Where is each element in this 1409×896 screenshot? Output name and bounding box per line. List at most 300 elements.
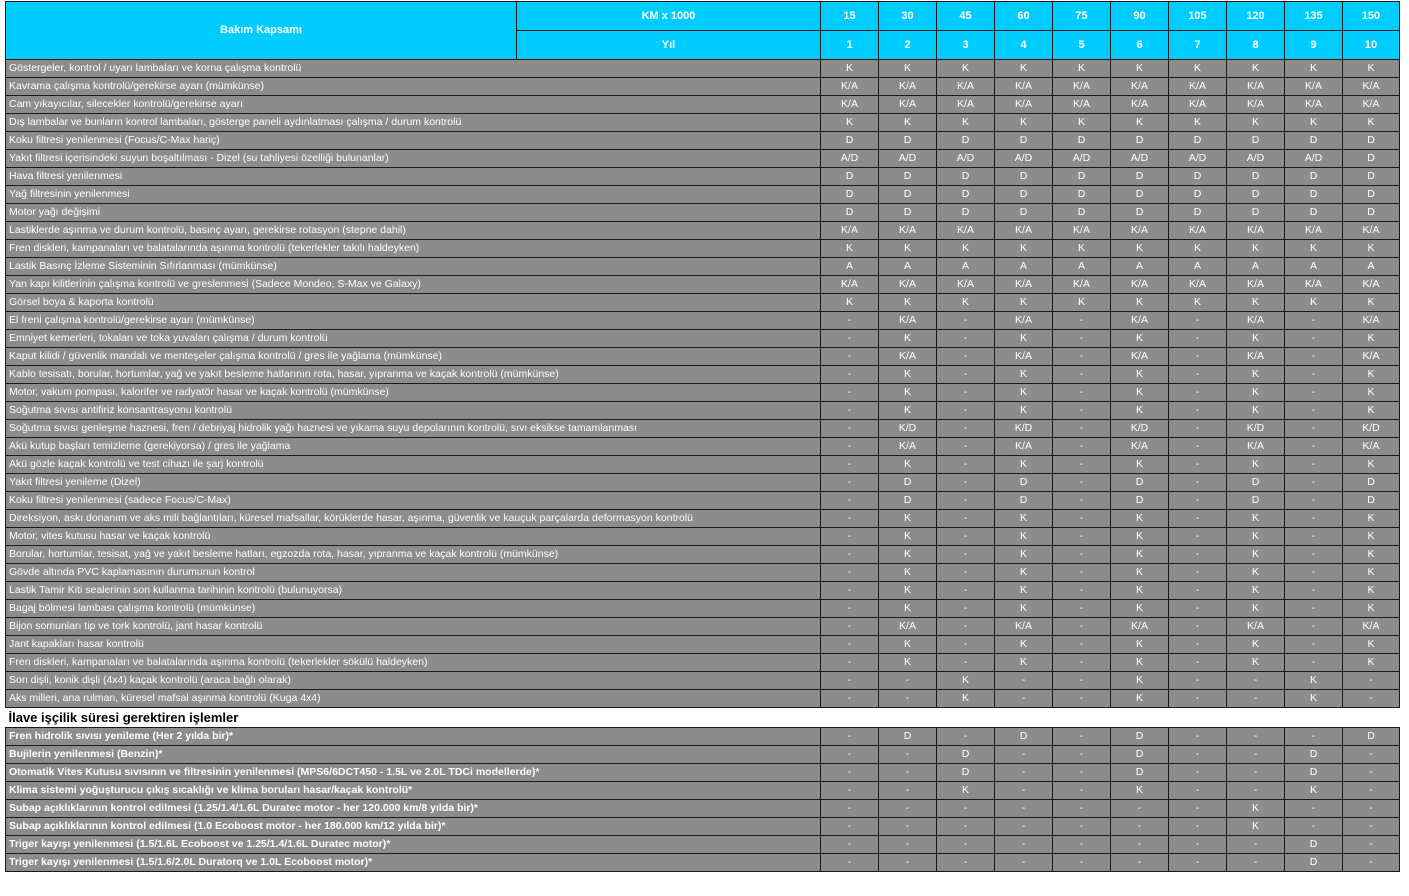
row-value-cell: D — [879, 474, 937, 492]
row-value-cell: - — [937, 366, 995, 384]
row-value-cell: K — [995, 60, 1053, 78]
row-value-cell: A/D — [1169, 150, 1227, 168]
row-value-cell: K — [1343, 402, 1400, 420]
row-value-cell: - — [937, 438, 995, 456]
row-value-cell: K — [995, 294, 1053, 312]
row-value-cell: K — [1053, 114, 1111, 132]
row-description: Dış lambalar ve bunların kontrol lambaları, gösterge paneli aydınlatması çalışma / durum kontrolü — [6, 114, 821, 132]
row-value-cell: K — [1111, 600, 1169, 618]
row-value-cell: - — [821, 654, 879, 672]
row-value-cell: D — [1111, 764, 1169, 782]
row-value-cell: K — [995, 456, 1053, 474]
row-value-cell: K — [1111, 636, 1169, 654]
row-value-cell: K — [1227, 366, 1285, 384]
row-value-cell: K — [1227, 818, 1285, 836]
row-value-cell: - — [821, 782, 879, 800]
row-value-cell: - — [879, 818, 937, 836]
row-description: Jant kapakları hasar kontrolü — [6, 636, 821, 654]
row-value-cell: - — [1285, 546, 1343, 564]
row-value-cell: K — [1111, 528, 1169, 546]
table-row — [6, 564, 1400, 582]
row-value-cell: K — [879, 582, 937, 600]
row-value-cell: K — [937, 114, 995, 132]
row-value-cell: K — [995, 510, 1053, 528]
row-value-cell: - — [1285, 510, 1343, 528]
row-value-cell: K — [879, 510, 937, 528]
km-cell: 45 — [937, 2, 995, 31]
row-value-cell: K — [995, 582, 1053, 600]
row-value-cell: - — [1169, 728, 1227, 746]
row-value-cell: - — [1053, 492, 1111, 510]
row-description: Triger kayışı yenilenmesi (1.5/1.6/2.0L Duratorq ve 1.0L Ecoboost motor)* — [6, 854, 821, 872]
row-value-cell: K — [1111, 366, 1169, 384]
row-value-cell: - — [821, 384, 879, 402]
table-row — [6, 204, 1400, 222]
row-value-cell: - — [821, 366, 879, 384]
row-value-cell: - — [821, 546, 879, 564]
row-value-cell: - — [937, 474, 995, 492]
row-description: Otomatik Vites Kutusu sıvısının ve filtresinin yenilenmesi (MPS6/6DCT450 - 1.5L ve 2.0L TDCi modellerde)* — [6, 764, 821, 782]
row-value-cell: D — [937, 186, 995, 204]
row-value-cell: - — [1169, 818, 1227, 836]
header-year-label: Yıl — [517, 31, 821, 60]
row-value-cell: - — [1169, 384, 1227, 402]
row-value-cell: K/A — [1285, 96, 1343, 114]
section-header-row — [6, 708, 1400, 728]
row-value-cell: K/A — [937, 222, 995, 240]
row-value-cell: A/D — [995, 150, 1053, 168]
row-value-cell: D — [1285, 764, 1343, 782]
row-value-cell: - — [1227, 836, 1285, 854]
row-value-cell: - — [1169, 782, 1227, 800]
row-value-cell: - — [1169, 456, 1227, 474]
row-description: Kablo tesisatı, borular, hortumlar, yağ ve yakıt besleme hatlarının rota, hasar, yıpranma ve kaçak kontrolü (mümkünse) — [6, 366, 821, 384]
row-value-cell: K — [1343, 384, 1400, 402]
row-value-cell: - — [1285, 528, 1343, 546]
row-value-cell: K — [879, 240, 937, 258]
row-description: Soğutma sıvısı antifiriz konsantrasyonu kontrolü — [6, 402, 821, 420]
row-description: Hava filtresi yenilenmesi — [6, 168, 821, 186]
row-value-cell: D — [1111, 746, 1169, 764]
row-value-cell: K — [1227, 528, 1285, 546]
row-value-cell: D — [1285, 186, 1343, 204]
row-value-cell: K/A — [995, 96, 1053, 114]
row-value-cell: K — [879, 654, 937, 672]
row-value-cell: D — [1053, 132, 1111, 150]
table-row — [6, 618, 1400, 636]
row-value-cell: - — [821, 348, 879, 366]
row-value-cell: D — [937, 204, 995, 222]
row-value-cell: - — [1053, 836, 1111, 854]
row-description: Görsel boya & kaporta kontrolü — [6, 294, 821, 312]
row-value-cell: K — [1111, 690, 1169, 708]
row-value-cell: - — [879, 690, 937, 708]
row-value-cell: K — [879, 294, 937, 312]
row-value-cell: D — [1343, 168, 1400, 186]
row-value-cell: A — [995, 258, 1053, 276]
row-value-cell: - — [1053, 348, 1111, 366]
year-cell: 3 — [937, 31, 995, 60]
km-cell: 30 — [879, 2, 937, 31]
row-value-cell: K/A — [1169, 276, 1227, 294]
row-value-cell: D — [1343, 492, 1400, 510]
year-cell: 2 — [879, 31, 937, 60]
row-value-cell: D — [937, 132, 995, 150]
row-value-cell: - — [995, 782, 1053, 800]
row-value-cell: - — [1169, 564, 1227, 582]
row-value-cell: - — [1053, 456, 1111, 474]
row-value-cell: K — [1053, 240, 1111, 258]
row-value-cell: K/A — [1053, 222, 1111, 240]
row-value-cell: K/A — [1227, 78, 1285, 96]
row-value-cell: K/A — [879, 96, 937, 114]
km-cell: 105 — [1169, 2, 1227, 31]
row-value-cell: - — [937, 348, 995, 366]
row-value-cell: K/A — [1227, 348, 1285, 366]
row-value-cell: - — [1169, 854, 1227, 872]
row-value-cell: K — [995, 600, 1053, 618]
row-value-cell: D — [1285, 746, 1343, 764]
table-row — [6, 456, 1400, 474]
row-value-cell: K — [1227, 636, 1285, 654]
row-value-cell: - — [821, 818, 879, 836]
row-value-cell: - — [1111, 818, 1169, 836]
row-description: Motor yağı değişimi — [6, 204, 821, 222]
row-value-cell: K — [1111, 456, 1169, 474]
row-value-cell: - — [1285, 800, 1343, 818]
row-value-cell: - — [1285, 564, 1343, 582]
row-value-cell: - — [1169, 672, 1227, 690]
row-value-cell: D — [1227, 168, 1285, 186]
row-value-cell: K — [1111, 782, 1169, 800]
row-value-cell: - — [1227, 764, 1285, 782]
row-value-cell: - — [937, 836, 995, 854]
row-value-cell: - — [821, 330, 879, 348]
row-value-cell: - — [1343, 782, 1400, 800]
row-value-cell: - — [995, 800, 1053, 818]
row-value-cell: D — [879, 728, 937, 746]
row-value-cell: A — [1343, 258, 1400, 276]
extra-table-row — [6, 746, 1400, 764]
row-value-cell: K — [1111, 240, 1169, 258]
table-row — [6, 600, 1400, 618]
table-row — [6, 78, 1400, 96]
row-value-cell: - — [821, 456, 879, 474]
row-value-cell: K — [1111, 582, 1169, 600]
row-value-cell: - — [821, 854, 879, 872]
row-value-cell: - — [821, 672, 879, 690]
row-value-cell: - — [1053, 818, 1111, 836]
row-value-cell: K — [1285, 60, 1343, 78]
row-value-cell: K/D — [879, 420, 937, 438]
table-row — [6, 528, 1400, 546]
row-value-cell: K — [879, 546, 937, 564]
row-value-cell: - — [821, 600, 879, 618]
row-value-cell: - — [937, 800, 995, 818]
row-value-cell: K/A — [1111, 312, 1169, 330]
row-value-cell: - — [1169, 546, 1227, 564]
row-value-cell: D — [1111, 186, 1169, 204]
row-value-cell: K/A — [879, 78, 937, 96]
row-value-cell: D — [1227, 132, 1285, 150]
row-value-cell: D — [879, 204, 937, 222]
row-value-cell: K — [1285, 114, 1343, 132]
row-value-cell: K — [937, 294, 995, 312]
row-value-cell: K/A — [879, 348, 937, 366]
year-cell: 9 — [1285, 31, 1343, 60]
row-value-cell: K — [821, 114, 879, 132]
row-value-cell: K/A — [937, 96, 995, 114]
row-description: Yan kapı kilitlerinin çalışma kontrolü ve greslenmesi (Sadece Mondeo, S-Max ve Galaxy) — [6, 276, 821, 294]
row-value-cell: - — [1343, 764, 1400, 782]
row-value-cell: - — [1343, 818, 1400, 836]
row-value-cell: K/A — [995, 312, 1053, 330]
table-row — [6, 258, 1400, 276]
row-value-cell: K/A — [995, 348, 1053, 366]
year-cell: 10 — [1343, 31, 1400, 60]
table-row — [6, 474, 1400, 492]
row-value-cell: K — [1227, 564, 1285, 582]
row-value-cell: A/D — [879, 150, 937, 168]
row-value-cell: - — [1053, 728, 1111, 746]
table-row — [6, 222, 1400, 240]
row-value-cell: - — [937, 384, 995, 402]
row-value-cell: - — [821, 420, 879, 438]
row-value-cell: - — [937, 546, 995, 564]
row-value-cell: D — [1285, 168, 1343, 186]
row-value-cell: - — [1053, 402, 1111, 420]
row-value-cell: - — [1169, 654, 1227, 672]
row-value-cell: - — [879, 764, 937, 782]
row-value-cell: K — [995, 240, 1053, 258]
row-description: Koku filtresi yenilenmesi (Focus/C-Max hariç) — [6, 132, 821, 150]
row-value-cell: D — [1343, 132, 1400, 150]
extra-table-row — [6, 818, 1400, 836]
row-value-cell: - — [1285, 420, 1343, 438]
row-value-cell: K — [1343, 582, 1400, 600]
row-value-cell: - — [1227, 728, 1285, 746]
row-value-cell: K/A — [1111, 96, 1169, 114]
row-value-cell: A/D — [1053, 150, 1111, 168]
row-value-cell: - — [821, 474, 879, 492]
row-value-cell: D — [1111, 132, 1169, 150]
row-value-cell: K — [1343, 564, 1400, 582]
row-value-cell: - — [1053, 746, 1111, 764]
row-value-cell: - — [1169, 312, 1227, 330]
row-value-cell: - — [1053, 420, 1111, 438]
row-value-cell: K/A — [879, 222, 937, 240]
row-value-cell: - — [1227, 854, 1285, 872]
row-value-cell: K — [879, 114, 937, 132]
row-value-cell: - — [1285, 618, 1343, 636]
row-value-cell: - — [821, 636, 879, 654]
row-value-cell: D — [1111, 204, 1169, 222]
table-row — [6, 402, 1400, 420]
table-row — [6, 132, 1400, 150]
table-row — [6, 672, 1400, 690]
row-value-cell: K/A — [1111, 438, 1169, 456]
row-value-cell: A/D — [937, 150, 995, 168]
row-value-cell: D — [1343, 728, 1400, 746]
row-value-cell: D — [1343, 204, 1400, 222]
row-value-cell: D — [879, 132, 937, 150]
row-value-cell: K — [1227, 582, 1285, 600]
row-value-cell: D — [879, 168, 937, 186]
row-value-cell: - — [1169, 582, 1227, 600]
row-value-cell: K — [1343, 546, 1400, 564]
row-value-cell: - — [937, 330, 995, 348]
table-row — [6, 690, 1400, 708]
row-value-cell: - — [1343, 672, 1400, 690]
row-value-cell: - — [1285, 402, 1343, 420]
row-value-cell: K — [1227, 546, 1285, 564]
row-value-cell: K — [995, 636, 1053, 654]
row-value-cell: D — [1285, 836, 1343, 854]
row-value-cell: K/A — [995, 276, 1053, 294]
row-value-cell: D — [995, 728, 1053, 746]
row-value-cell: D — [995, 168, 1053, 186]
row-value-cell: K — [995, 366, 1053, 384]
extra-table-row — [6, 764, 1400, 782]
row-value-cell: - — [1285, 366, 1343, 384]
row-value-cell: - — [1169, 474, 1227, 492]
row-value-cell: D — [995, 132, 1053, 150]
row-value-cell: D — [821, 132, 879, 150]
row-value-cell: K — [1111, 114, 1169, 132]
table-row — [6, 420, 1400, 438]
row-value-cell: K — [879, 330, 937, 348]
row-value-cell: - — [1285, 348, 1343, 366]
table-row — [6, 492, 1400, 510]
row-value-cell: K/A — [821, 96, 879, 114]
row-value-cell: - — [1285, 728, 1343, 746]
row-value-cell: D — [1111, 492, 1169, 510]
table-row — [6, 168, 1400, 186]
row-description: Lastik Basınç İzleme Sisteminin Sıfırlanması (mümkünse) — [6, 258, 821, 276]
row-value-cell: K/A — [1111, 276, 1169, 294]
row-value-cell: - — [821, 402, 879, 420]
row-value-cell: - — [995, 672, 1053, 690]
row-value-cell: - — [1227, 672, 1285, 690]
row-value-cell: D — [995, 204, 1053, 222]
row-value-cell: K/A — [1285, 276, 1343, 294]
row-value-cell: D — [995, 492, 1053, 510]
row-value-cell: K — [1343, 330, 1400, 348]
row-value-cell: - — [937, 636, 995, 654]
row-value-cell: - — [1053, 510, 1111, 528]
row-description: Subap açıklıklarının kontrol edilmesi (1.0 Ecoboost motor - her 180.000 km/12 yılda bir)* — [6, 818, 821, 836]
row-value-cell: K — [1343, 114, 1400, 132]
row-value-cell: D — [1169, 132, 1227, 150]
table-row — [6, 312, 1400, 330]
row-value-cell: - — [1343, 836, 1400, 854]
row-value-cell: - — [1343, 854, 1400, 872]
row-value-cell: - — [1285, 438, 1343, 456]
row-value-cell: K — [1343, 366, 1400, 384]
row-value-cell: K/A — [1285, 78, 1343, 96]
row-value-cell: - — [821, 510, 879, 528]
table-row — [6, 96, 1400, 114]
row-value-cell: K/A — [1343, 78, 1400, 96]
row-value-cell: - — [1053, 636, 1111, 654]
row-value-cell: K/A — [995, 222, 1053, 240]
row-value-cell: D — [1111, 168, 1169, 186]
row-value-cell: K — [1111, 294, 1169, 312]
row-value-cell: - — [937, 582, 995, 600]
row-value-cell: D — [1227, 204, 1285, 222]
row-value-cell: K — [1169, 114, 1227, 132]
row-value-cell: - — [1053, 528, 1111, 546]
row-value-cell: A — [879, 258, 937, 276]
row-value-cell: K — [995, 564, 1053, 582]
row-value-cell: - — [1053, 672, 1111, 690]
row-value-cell: K — [1343, 60, 1400, 78]
row-value-cell: - — [821, 836, 879, 854]
row-value-cell: K/A — [1169, 96, 1227, 114]
row-value-cell: K — [1111, 654, 1169, 672]
row-value-cell: K — [1111, 672, 1169, 690]
row-value-cell: - — [1053, 582, 1111, 600]
row-value-cell: K — [995, 654, 1053, 672]
row-value-cell: K — [1343, 240, 1400, 258]
row-value-cell: D — [937, 746, 995, 764]
km-cell: 135 — [1285, 2, 1343, 31]
row-value-cell: - — [1053, 564, 1111, 582]
row-description: Aks milleri, ana rulman, küresel mafsal aşınma kontrolü (Kuga 4x4) — [6, 690, 821, 708]
row-value-cell: K/A — [879, 618, 937, 636]
row-value-cell: - — [1053, 366, 1111, 384]
table-row — [6, 366, 1400, 384]
row-value-cell: - — [937, 420, 995, 438]
row-value-cell: K — [879, 366, 937, 384]
row-value-cell: - — [1111, 854, 1169, 872]
row-value-cell: K/A — [937, 78, 995, 96]
row-description: Cam yıkayıcılar, silecekler kontrolü/gerekirse ayarı — [6, 96, 821, 114]
row-value-cell: K — [1169, 294, 1227, 312]
row-value-cell: - — [1285, 384, 1343, 402]
row-value-cell: K — [821, 240, 879, 258]
row-value-cell: D — [879, 186, 937, 204]
row-value-cell: K/A — [821, 222, 879, 240]
row-value-cell: K — [1343, 510, 1400, 528]
row-value-cell: - — [1285, 492, 1343, 510]
row-value-cell: K — [1227, 510, 1285, 528]
row-value-cell: K/A — [879, 312, 937, 330]
row-value-cell: - — [995, 854, 1053, 872]
row-value-cell: - — [879, 782, 937, 800]
row-value-cell: K/D — [1111, 420, 1169, 438]
row-value-cell: K/A — [995, 438, 1053, 456]
row-value-cell: - — [879, 800, 937, 818]
row-value-cell: K — [937, 690, 995, 708]
row-value-cell: K/D — [1343, 420, 1400, 438]
row-value-cell: A/D — [821, 150, 879, 168]
row-value-cell: K — [1111, 510, 1169, 528]
row-value-cell: A — [821, 258, 879, 276]
table-row — [6, 240, 1400, 258]
row-value-cell: D — [1169, 168, 1227, 186]
row-value-cell: K — [1227, 240, 1285, 258]
row-value-cell: - — [1285, 600, 1343, 618]
row-value-cell: - — [937, 654, 995, 672]
row-value-cell: K — [879, 600, 937, 618]
row-value-cell: - — [1343, 800, 1400, 818]
row-value-cell: - — [1285, 456, 1343, 474]
row-value-cell: K/A — [821, 276, 879, 294]
row-value-cell: - — [995, 746, 1053, 764]
row-value-cell: K/A — [1227, 222, 1285, 240]
row-description: El freni çalışma kontrolü/gerekirse ayarı (mümkünse) — [6, 312, 821, 330]
